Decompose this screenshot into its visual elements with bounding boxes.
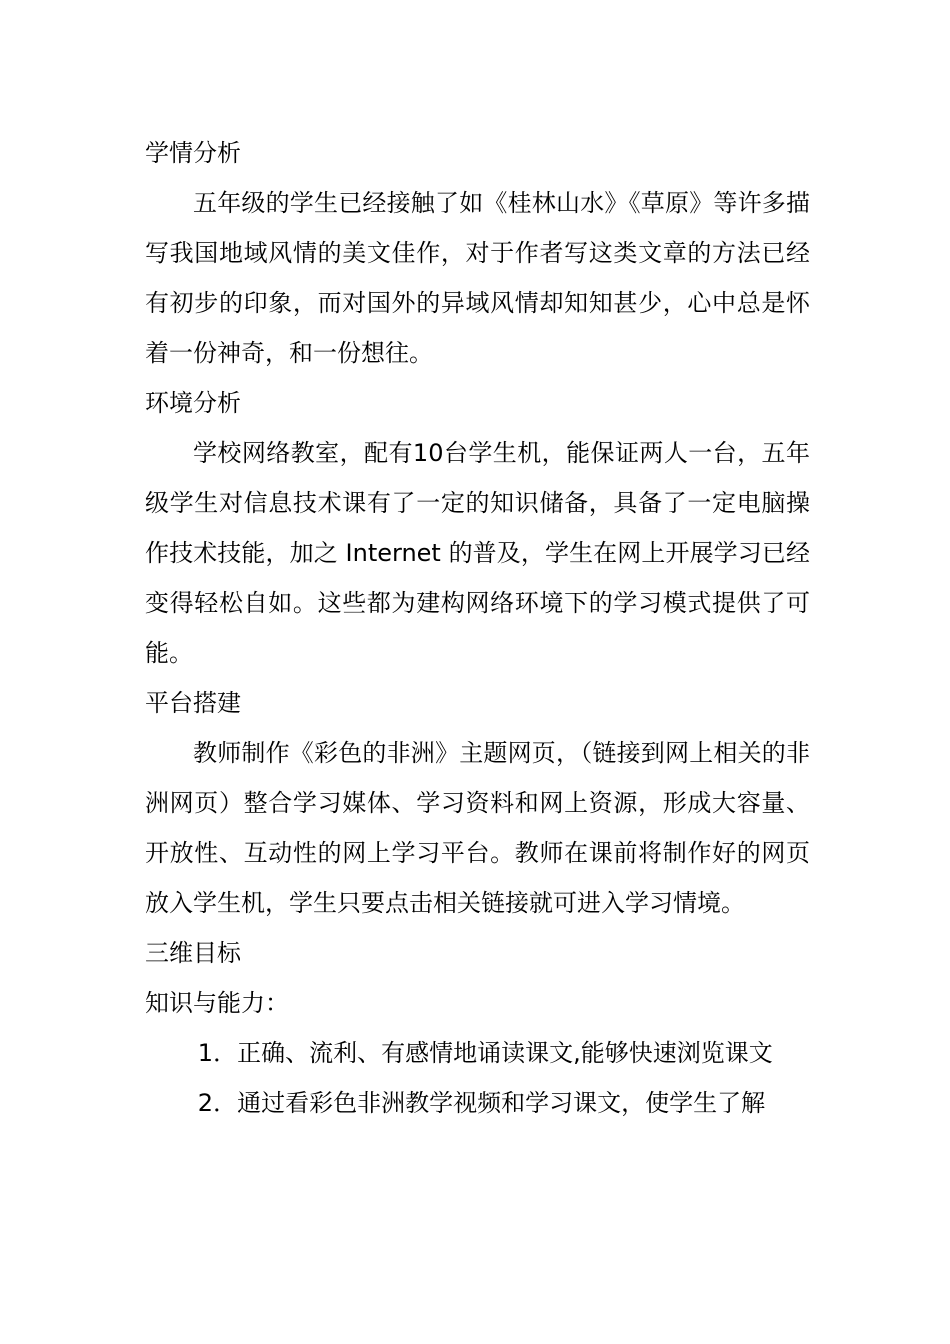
section-heading: 平台搭建 <box>145 689 241 717</box>
document-page <box>145 128 810 1128</box>
section-heading: 三维目标 <box>145 939 241 967</box>
section-platform-setup <box>145 678 810 928</box>
section-environment-analysis <box>145 378 810 678</box>
section-subheading: 知识与能力： <box>145 989 289 1017</box>
section-learner-analysis <box>145 128 810 378</box>
section-heading: 环境分析 <box>145 389 241 417</box>
section-heading: 学情分析 <box>145 139 241 167</box>
list-item: 2．通过看彩色非洲教学视频和学习课文，使学生了解 <box>197 1089 766 1117</box>
section-three-dimensional-goals <box>145 928 810 1128</box>
list-item: 1．正确、流利、有感情地诵读课文,能够快速浏览课文 <box>197 1039 773 1067</box>
section-paragraph: 五年级的学生已经接触了如《桂林山水》《草原》等许多描写我国地域风情的美文佳作，对于作者写这类文章的方法已经有初步的印象，而对国外的异域风情却知知甚少，心中总是怀着一份神奇，和一份想往。 <box>145 189 810 367</box>
section-paragraph: 教师制作《彩色的非洲》主题网页，（链接到网上相关的非洲网页）整合学习媒体、学习资料和网上资源，形成大容量、开放性、互动性的网上学习平台。教师在课前将制作好的网页放入学生机，学生只要点击相关链接就可进入学习情境。 <box>145 739 810 917</box>
section-paragraph: 学校网络教室，配有10台学生机，能保证两人一台，五年级学生对信息技术课有了一定的知识储备，具备了一定电脑操作技术技能，加之 Internet 的普及，学生在网上开展学习已经变得轻松自如。这些都为建构网络环境下的学习模式提供了可能。 <box>145 439 810 667</box>
